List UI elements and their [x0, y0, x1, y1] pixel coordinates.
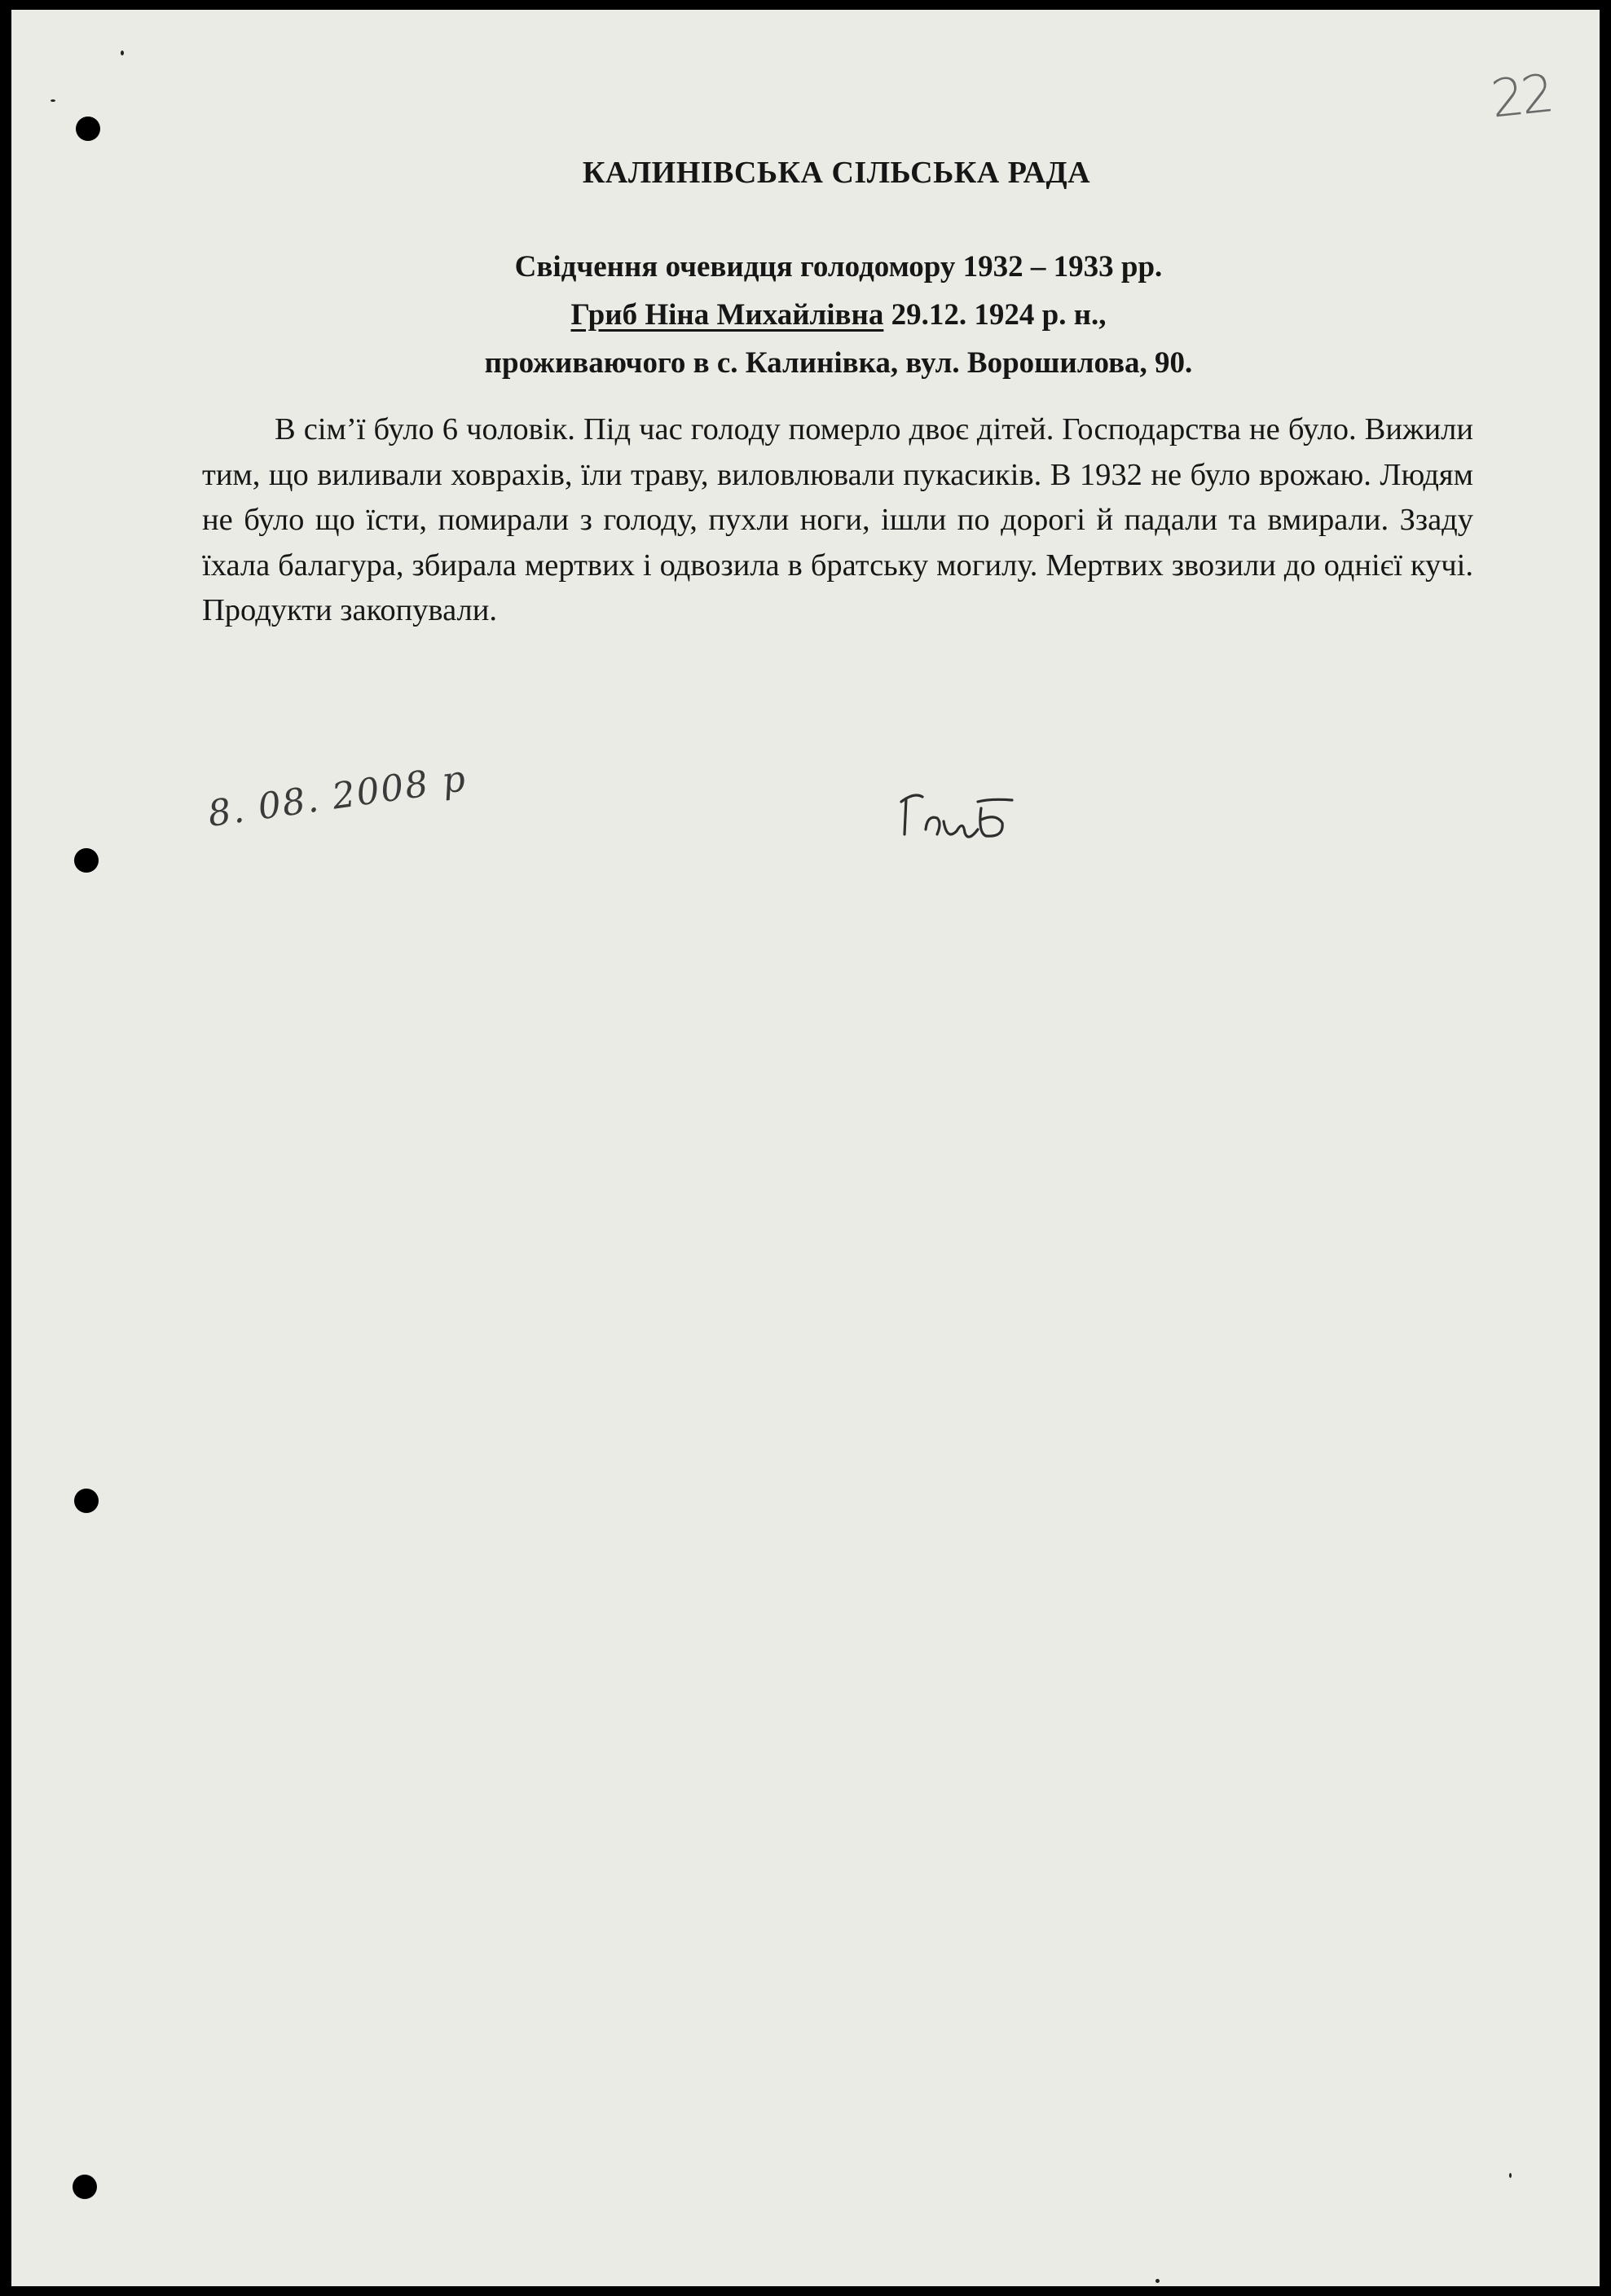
- witness-name: Гриб Ніна Михайлівна: [570, 298, 884, 332]
- punch-hole-1: [76, 117, 100, 141]
- signature: [890, 784, 1069, 865]
- birth-info: 29.12. 1924 р. н.,: [883, 298, 1107, 332]
- document-page: [11, 10, 1600, 2286]
- testimony-title: Свідчення очевидця голодомору 1932 – 1933 рр.: [514, 250, 1163, 284]
- witness-line: [11, 291, 1600, 339]
- testimony-header: [11, 243, 1600, 387]
- residence-line: проживаючого в с. Калинівка, вул. Ворошилова, 90.: [484, 346, 1193, 380]
- punch-hole-2: [74, 848, 99, 873]
- scan-speck: [1509, 2173, 1512, 2178]
- testimony-text: В сім’ї було 6 чоловік. Під час голоду померло двоє дітей. Господарства не було. Вижили тим, що виливали ховрахів, їли траву, виловлювали пукасиків. В 1932 не було врожаю. Людям не було що їсти, помирали з голоду, пухли ноги, ішли по дорогі й падали та вмирали. Ззаду їхала балагура, збирала мертвих і одвозила в братську могилу. Мертвих звозили до однієї кучі. Продукти закопували.: [202, 412, 1473, 627]
- scan-speck: [121, 51, 124, 55]
- scan-speck: [1155, 2279, 1160, 2283]
- handwritten-date: 8. 08. 2008 р: [205, 757, 470, 836]
- punch-hole-4: [73, 2175, 97, 2199]
- punch-hole-3: [74, 1489, 99, 1513]
- council-title: КАЛИНІВСЬКА СІЛЬСЬКА РАДА: [582, 156, 1091, 190]
- page-number: 22: [1488, 64, 1555, 130]
- scan-speck: [51, 99, 55, 102]
